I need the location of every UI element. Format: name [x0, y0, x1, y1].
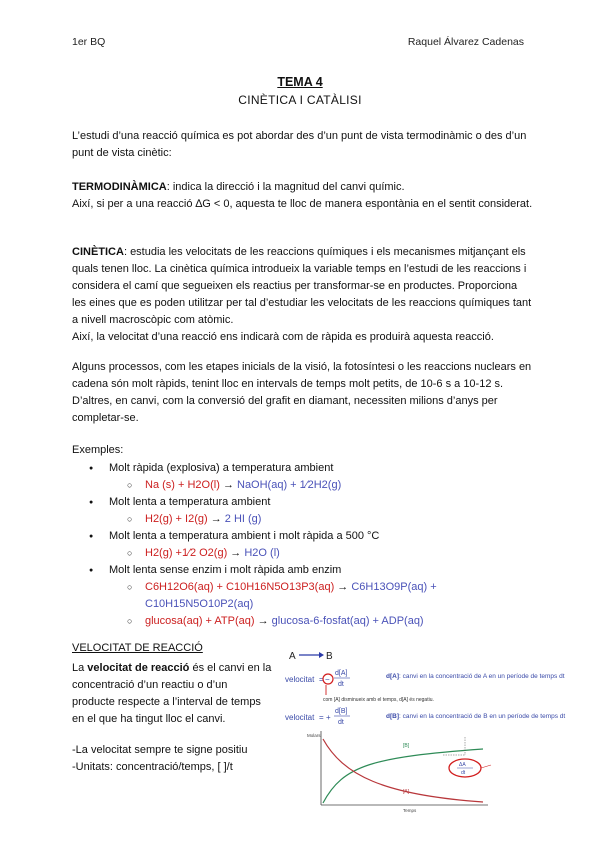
- page-subtitle: CINÈTICA I CATÀLISI: [238, 93, 362, 107]
- velocity-notes: [72, 742, 247, 776]
- svg-text:−: −: [325, 675, 330, 684]
- svg-text:ΔA: ΔA: [459, 762, 466, 768]
- diagram-reactant-a: A: [289, 651, 296, 662]
- curve-b-label: [B]: [403, 743, 410, 749]
- page-title: TEMA 4: [277, 75, 323, 89]
- velocity-term: velocitat de reacció: [87, 662, 190, 674]
- processes-paragraph: Alguns processos, com les etapes inicials de la visió, la fotosíntesi o les reaccions nuclears en cadena són molt ràpids, tenint lloc en intervals de temps molt petits, de 10-6 s a 10-12 s. D’altres, en canvi, com la conversió del grafit en diamant, necessiten milions d’anys per completar-se.: [72, 361, 532, 424]
- example-reaction: ○ H2(g) +1⁄2 O2(g) → H2O (l): [72, 545, 542, 562]
- termodinamica-definition: : indica la direcció i la magnitud del canvi químic.: [166, 181, 405, 193]
- example-reaction: ○ C6H12O6(aq) + C10H16N5O13P3(aq) → C6H13O9P(aq) + C10H15N5O10P2(aq): [72, 579, 542, 613]
- diagram-desc-b: d[B]: canvi en la concentració de B en un període de temps dt: [386, 713, 566, 720]
- intro-paragraph: L’estudi d’una reacció química es pot abordar des d’un punt de vista termodinàmic o des d’un punt de vista cinètic:: [72, 130, 527, 159]
- velocity-diagram: [283, 645, 583, 813]
- termodinamica-paragraph: [72, 179, 534, 213]
- example-label: ● Molt lenta a temperatura ambient: [72, 494, 542, 511]
- svg-text:=: =: [319, 675, 324, 684]
- examples-list: [72, 460, 542, 630]
- velocity-definition: La velocitat de reacció és el canvi en la concentració d’un reactiu o d’un producte respecte a l’interval de temps en el que ha tingut lloc el canvi.: [72, 662, 272, 725]
- svg-text:d[B]: d[B]: [335, 708, 348, 715]
- termodinamica-extra: Així, si per a una reacció ∆G < 0, aquesta te lloc de manera espontània en el sentit considerat.: [72, 198, 533, 210]
- velocity-note-sign: -La velocitat sempre te signe positiu: [72, 744, 248, 756]
- diagram-desc-a: d[A]: canvi en la concentració de A en un període de temps dt: [386, 673, 565, 680]
- cinetica-text: : estudia les velocitats de les reaccions químiques i els mecanismes mitjançant els quals tenen lloc. La cinètica química introdueix la variable temps en l’estudi de les reaccions i considera el camí que segueixen els reactius per transformar-se en productes. Proporciona les eines que es poden utilitzar per tal d’estudiar les velocitats de les reaccions químiques tant a nivell macroscòpic com atòmic.: [72, 246, 532, 326]
- cinetica-term: CINÈTICA: [72, 246, 124, 258]
- svg-text:dt: dt: [338, 681, 344, 688]
- example-reaction: ○ glucosa(aq) + ATP(aq) → glucosa-6-fosfat(aq) + ADP(aq): [72, 613, 542, 630]
- graph-x-label: Temps: [403, 808, 417, 813]
- svg-text:d[A]: d[A]: [335, 670, 348, 677]
- examples-title: Exemples:: [72, 444, 124, 456]
- velocity-heading: VELOCITAT DE REACCIÓ: [72, 642, 203, 654]
- termodinamica-term: TERMODINÀMICA: [72, 181, 167, 193]
- svg-text:dt: dt: [338, 719, 344, 726]
- cinetica-conclusion: Així, la velocitat d’una reacció ens indicarà com de ràpida es produirà aquesta reacció.: [72, 331, 494, 343]
- svg-text:+: +: [326, 713, 331, 722]
- diagram-negative-note: com [A] disminueix amb el temps, d[A] és negatiu.: [323, 697, 434, 703]
- example-reaction: ○ Na (s) + H2O(l) → NaOH(aq) + 1⁄2H2(g): [72, 477, 542, 494]
- example-label: ● Molt lenta a temperatura ambient i molt ràpida a 500 °C: [72, 528, 542, 545]
- header-course: 1er BQ: [72, 36, 106, 48]
- example-label: ● Molt ràpida (explosiva) a temperatura ambient: [72, 460, 542, 477]
- graph-y-label: Molars: [307, 733, 321, 738]
- diagram-velocity-label-b: velocitat: [285, 713, 315, 722]
- svg-text:dt: dt: [461, 770, 466, 776]
- header-author: Raquel Álvarez Cadenas: [407, 36, 524, 48]
- example-label: ● Molt lenta sense enzim i molt ràpida amb enzim: [72, 562, 542, 579]
- velocity-note-units: -Unitats: concentració/temps, [ ]/t: [72, 761, 233, 773]
- curve-a-label: [A]: [403, 789, 410, 795]
- svg-text:=: =: [319, 713, 324, 722]
- example-reaction: ○ H2(g) + I2(g) → 2 HI (g): [72, 511, 542, 528]
- concentration-graph: [307, 731, 491, 813]
- diagram-velocity-label-a: velocitat: [285, 675, 315, 684]
- diagram-product-b: B: [326, 651, 333, 662]
- cinetica-paragraph: [72, 244, 534, 346]
